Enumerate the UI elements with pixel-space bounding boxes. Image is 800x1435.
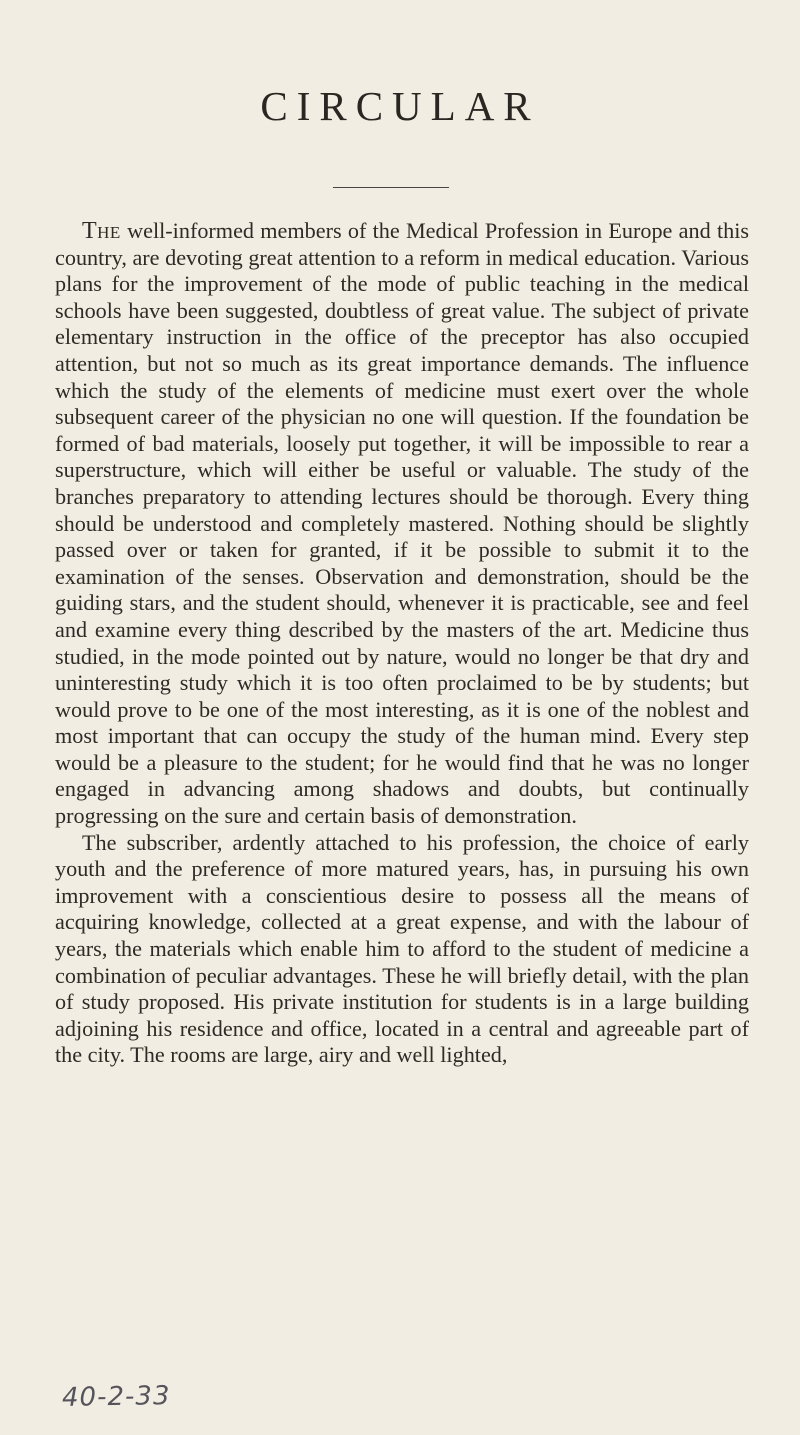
paragraph-1-lead-word: The <box>82 218 121 244</box>
title-rule <box>333 187 449 188</box>
document-body <box>55 218 749 1069</box>
paragraph-1-text: well-informed members of the Medical Profession in Europe and this country, are devoting great attention to a reform in medical education. Various plans for the improvement of the mode of public teaching in the medical schools have been suggested, doubtless of great value. The subject of private elementary instruction in the office of the preceptor has also occupied attention, but not so much as its great importance demands. The influence which the study of the elements of medicine must exert over the whole subsequent career of the physician no one will question. If the foundation be formed of bad materials, loosely put together, it will be impossible to rear a superstructure, which will either be useful or valuable. The study of the branches preparatory to attending lectures should be thorough. Every thing should be understood and completely mastered. Nothing should be slightly passed over or taken for granted, if it be possible to submit it to the examination of the senses. Observation and demonstration, should be the guiding stars, and the student should, whenever it is practicable, see and feel and examine every thing described by the masters of the art. Medicine thus studied, in the mode pointed out by nature, would no longer be that dry and uninteresting study which it is too often proclaimed to be by students; but would prove to be one of the most interesting, as it is one of the noblest and most important that can occupy the study of the human mind. Every step would be a pleasure to the student; for he would find that he was no longer engaged in advancing among shadows and doubts, but continually progressing on the sure and certain basis of demonstration. <box>55 218 750 829</box>
document-title: CIRCULAR <box>260 83 540 129</box>
paragraph-2: The subscriber, ardently attached to his profession, the choice of early youth and the preference of more matured years, has, in pursuing his own improvement with a conscientious desire to possess all the means of acquiring knowledge, collected at a great expense, and with the labour of years, the materials which enable him to afford to the student of medicine a combination of peculiar advantages. These he will briefly detail, with the plan of study proposed. His private institution for students is in a large building adjoining his residence and office, located in a central and agreeable part of the city. The rooms are large, airy and well lighted, <box>55 829 749 1068</box>
handwritten-shelfmark: 40-2-33 <box>61 1381 171 1413</box>
paragraph-1 <box>55 218 749 830</box>
